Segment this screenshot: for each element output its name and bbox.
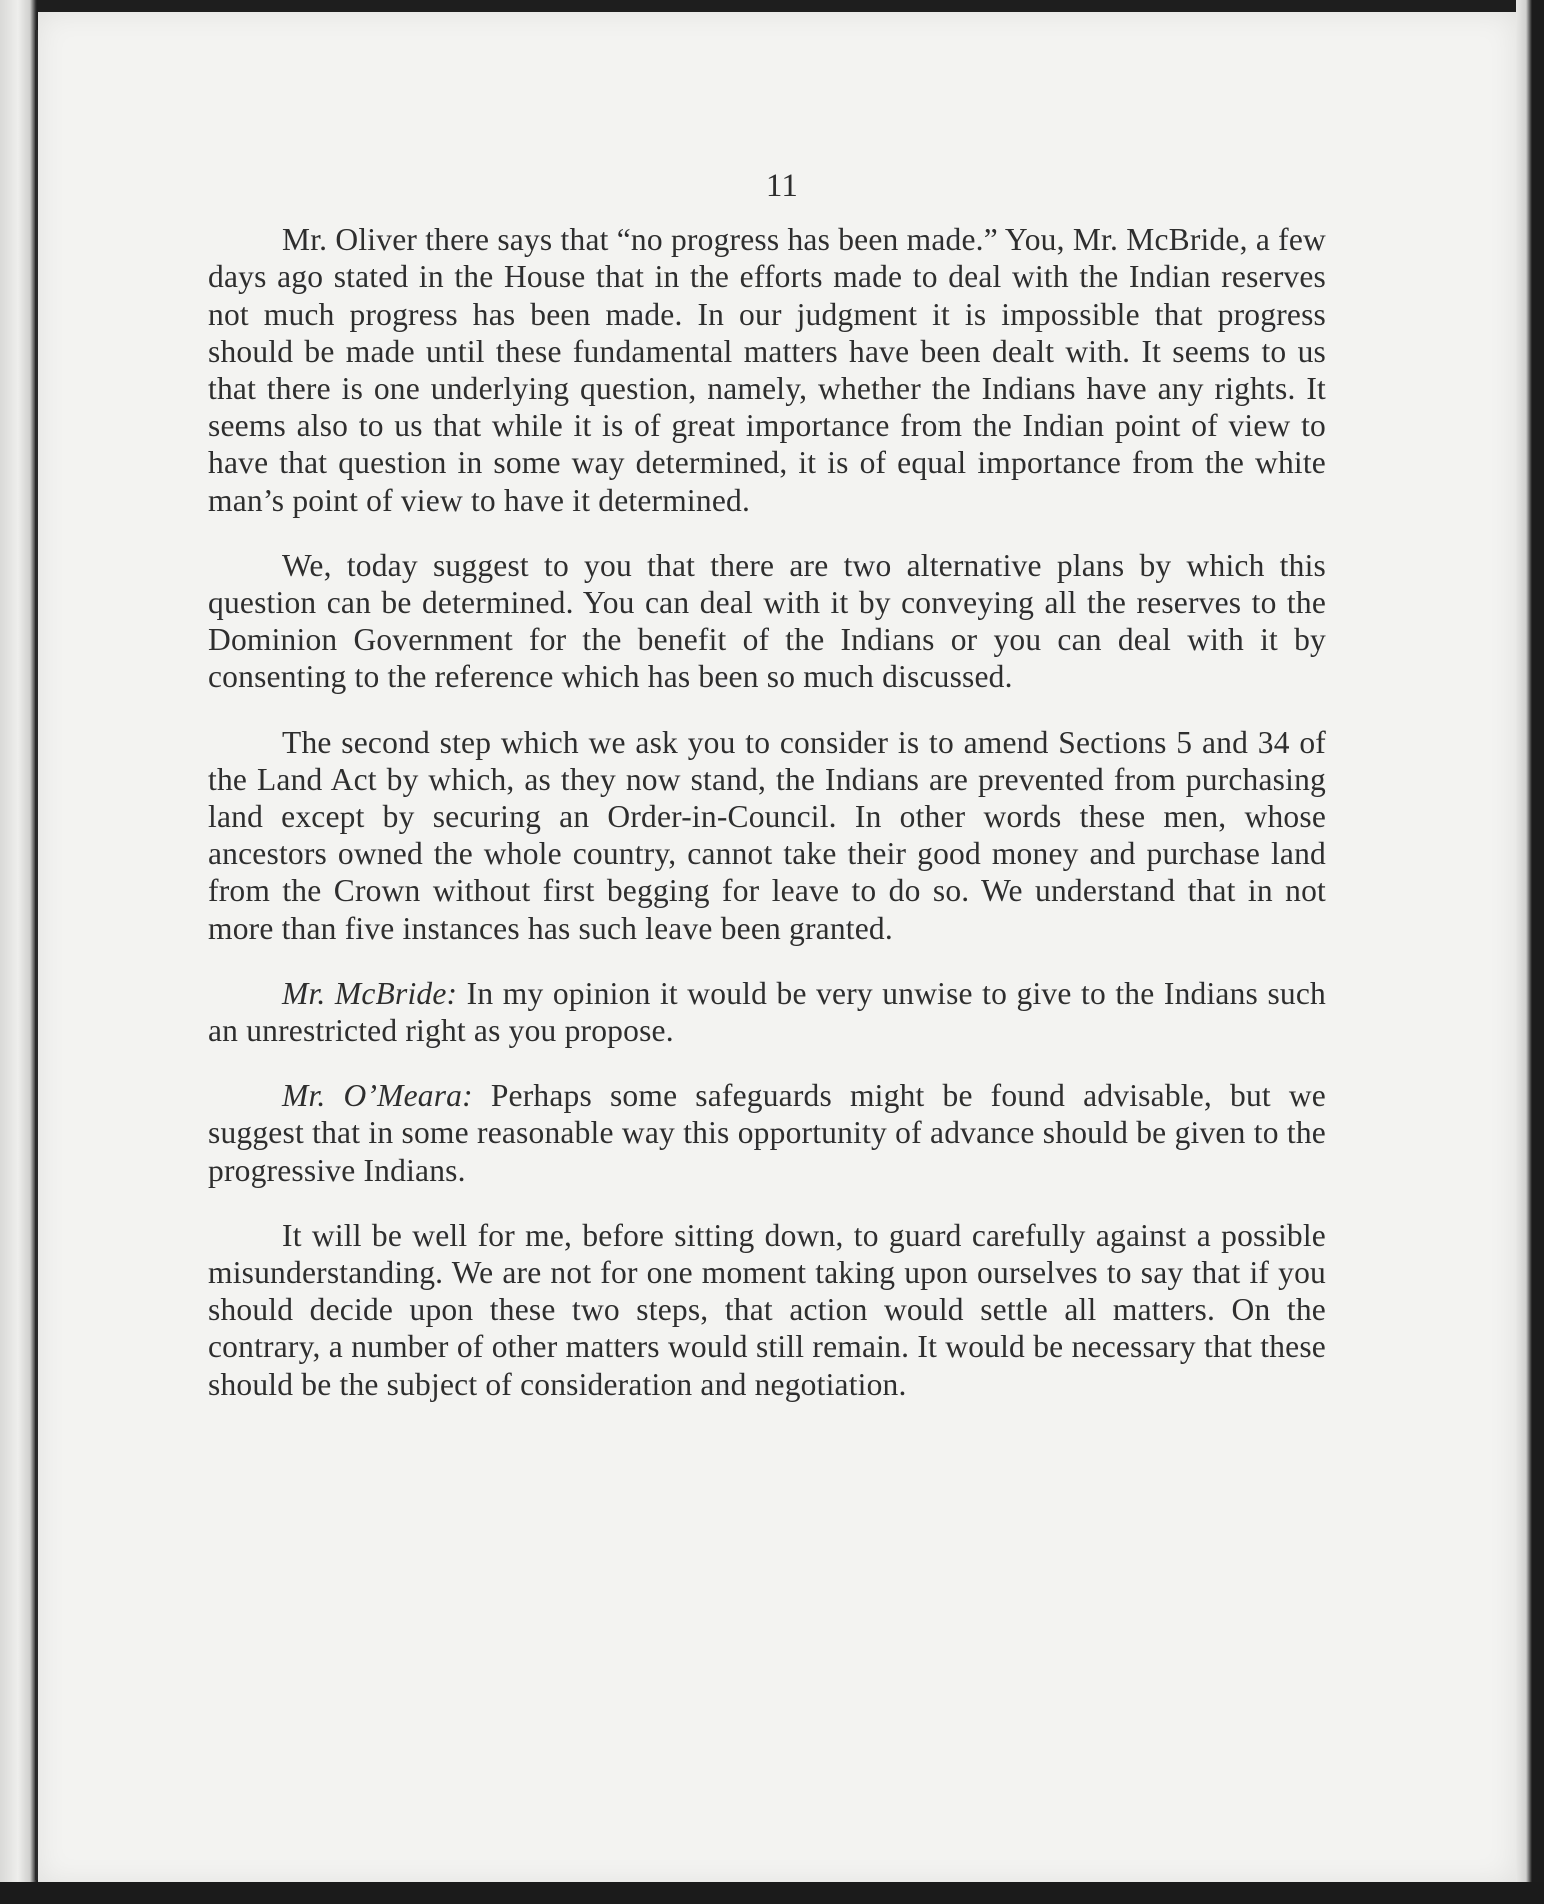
paragraph-text: Mr. Oliver there says that “no progress has been made.” You, Mr. McBride, a few days ago stated in the House that in the efforts made to deal with the Indian reserves not much progress has been made. In our judgment it is impossible that progress should be made until these fundamental matters have been dealt with. It seems to us that there is one underlying question, namely, whether the Indians have any rights. It seems also to us that while it is of great importance from the Indian point of view to have that question in some way determined, it is of equal importance from the white man’s point of view to have it determined.	[208, 222, 1326, 518]
paragraph-text: Perhaps some safeguards might be found advisable, but we suggest that in some reasonable way this opportunity of advance should be given to the progressive Indians.	[208, 1078, 1326, 1188]
paragraph-omeara-reply	[208, 1077, 1326, 1189]
page-right-edge	[1516, 0, 1544, 1904]
paragraph-land-act	[208, 724, 1326, 947]
paragraph-text: We, today suggest to you that there are two alternative plans by which this question can be determined. You can deal with it by conveying all the reserves to the Dominion Government for the benefit of the Indians or you can deal with it by consenting to the reference which has been so much discussed.	[208, 547, 1326, 695]
page-bottom-edge	[0, 1882, 1544, 1904]
paragraph-text: In my opinion it would be very unwise to give to the Indians such an unrestricted right as you propose.	[208, 975, 1326, 1049]
paragraph-text: It will be well for me, before sitting down, to guard carefully against a possible misunderstanding. We are not for one moment taking upon ourselves to say that if you should decide upon these two steps, that action would settle all matters. On the contrary, a number of other matters would still remain. It would be necessary that these should be the subject of consideration and negotiation.	[208, 1217, 1326, 1402]
page-number: 11	[765, 168, 799, 204]
page-left-edge	[0, 0, 38, 1904]
paragraph-text: The second step which we ask you to consider is to amend Sections 5 and 34 of the Land Act by which, as they now stand, the Indians are prevented from purchasing land except by securing an Order-in-Council. In other words these men, whose ancestors owned the whole country, cannot take their good money and purchase land from the Crown without first begging for leave to do so. We understand that in not more than five instances has such leave been granted.	[208, 724, 1326, 946]
speaker-name: Mr. McBride:	[282, 975, 458, 1011]
paragraph-mcbride-reply	[208, 975, 1326, 1049]
paragraph-alternative-plans	[208, 547, 1326, 696]
body-text	[208, 168, 1326, 1431]
paragraph-oliver-progress	[208, 221, 1326, 519]
speaker-name: Mr. O’Meara:	[282, 1078, 473, 1114]
paragraph-closing	[208, 1217, 1326, 1403]
